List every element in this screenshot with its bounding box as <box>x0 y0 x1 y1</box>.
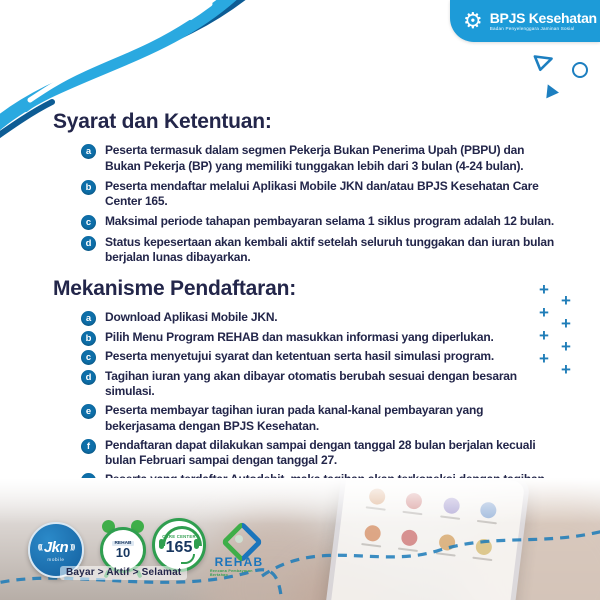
plus-icon: + <box>561 291 571 310</box>
circle-outline-icon <box>572 62 588 78</box>
plus-pattern-decoration <box>539 281 583 381</box>
care-center-165-logo <box>152 518 206 572</box>
brand-subtitle: Badan Penyelenggara Jaminan Sosial <box>489 26 575 31</box>
list-item <box>81 349 555 368</box>
clock-label: REHAB <box>114 541 132 546</box>
item-text: Status kepesertaan akan kembali aktif setelah seluruh tunggakan dan iuran bulan berjalan lunas dibayarkan. <box>105 234 555 264</box>
headset-mic-icon <box>181 554 195 564</box>
list-item <box>81 235 555 266</box>
item-text: Peserta mendaftar melalui Aplikasi Mobile JKN dan/atau BPJS Kesehatan Care Center 165. <box>105 178 539 208</box>
headset-earpad-icon <box>159 539 164 549</box>
list-item <box>81 214 555 230</box>
badge-letter: d <box>81 370 96 385</box>
terms-list <box>53 143 555 266</box>
rehab-logo-text: REHAB <box>214 555 264 569</box>
clock-number: 10 <box>115 545 131 560</box>
list-item <box>81 330 555 346</box>
signal-left-icon: ((( <box>37 543 42 551</box>
jkn-logo-text: Jkn <box>43 538 69 556</box>
plus-icon: + <box>561 314 571 333</box>
plus-icon: + <box>561 337 571 356</box>
headset-earpad-icon <box>194 539 199 549</box>
plus-icon: + <box>539 303 549 322</box>
badge-letter: c <box>81 350 96 365</box>
badge-letter: c <box>81 215 96 230</box>
section-mechanism <box>53 277 555 507</box>
item-text: Peserta menyetujui syarat dan ketentuan serta hasil simulasi program. <box>105 349 495 363</box>
plus-icon: + <box>539 326 549 345</box>
list-item <box>81 179 555 210</box>
item-text: Pilih Menu Program REHAB dan masukkan informasi yang diperlukan. <box>105 329 494 344</box>
care-center-label: CARE CENTER <box>162 534 196 539</box>
badge-letter: b <box>81 180 96 195</box>
rehab-knot-icon <box>224 524 254 554</box>
brand-title: BPJS Kesehatan <box>489 10 597 26</box>
list-item <box>81 310 555 326</box>
photo-strip <box>0 478 600 600</box>
list-item <box>81 143 555 174</box>
plus-icon: + <box>539 280 549 299</box>
list-item <box>81 369 555 400</box>
badge-letter: b <box>81 331 96 346</box>
list-item <box>81 438 555 469</box>
care-center-number: 165 <box>165 539 193 556</box>
item-text: Maksimal periode tahapan pembayaran selama 1 siklus program adalah 12 bulan. <box>105 214 554 228</box>
triangle-outline-icon <box>533 51 556 72</box>
footer-tagline: Bayar > Aktif > Selamat <box>60 566 187 580</box>
badge-letter: a <box>81 144 96 159</box>
signal-right-icon: ))) <box>70 543 75 551</box>
mechanism-list <box>53 310 555 503</box>
rehab-program-logo <box>210 524 268 580</box>
item-text: Peserta termasuk dalam segmen Pekerja Bukan Penerima Upah (PBPU) dan Bukan Pekerja (BP) yang memiliki tunggakan lebih dari 3 bulan (4-24 bulan). <box>105 143 525 173</box>
badge-letter: d <box>81 236 96 251</box>
item-text: Peserta membayar tagihan iuran pada kanal-kanal pembayaran yang bekerjasama dengan BPJS Kesehatan. <box>105 403 484 433</box>
badge-letter: f <box>81 439 96 454</box>
item-text: Pendaftaran dapat dilakukan sampai dengan tanggal 28 bulan berjalan kecuali bulan Februari sampai dengan tanggal 27. <box>105 437 536 467</box>
item-text: Tagihan iuran yang akan dibayar otomatis berubah sesuai dengan besaran simulasi. <box>105 368 517 398</box>
triangle-filled-icon <box>544 83 562 101</box>
list-item <box>81 403 555 434</box>
section-terms <box>53 110 555 270</box>
mechanism-heading: Mekanisme Pendaftaran: <box>53 277 297 300</box>
terms-heading: Syarat dan Ketentuan: <box>53 110 272 133</box>
bpjs-gear-icon: ⚙ <box>463 8 483 33</box>
photo-fade <box>0 478 600 524</box>
badge-letter: e <box>81 404 96 419</box>
rehab-logo-subtext: Rencana Pembayaran Bertahap <box>210 569 253 577</box>
brand-badge <box>450 0 600 42</box>
plus-icon: + <box>539 349 549 368</box>
jkn-logo-subtext: mobile <box>47 556 65 562</box>
item-text: Download Aplikasi Mobile JKN. <box>105 310 278 324</box>
plus-icon: + <box>561 360 571 379</box>
badge-letter: a <box>81 311 96 326</box>
